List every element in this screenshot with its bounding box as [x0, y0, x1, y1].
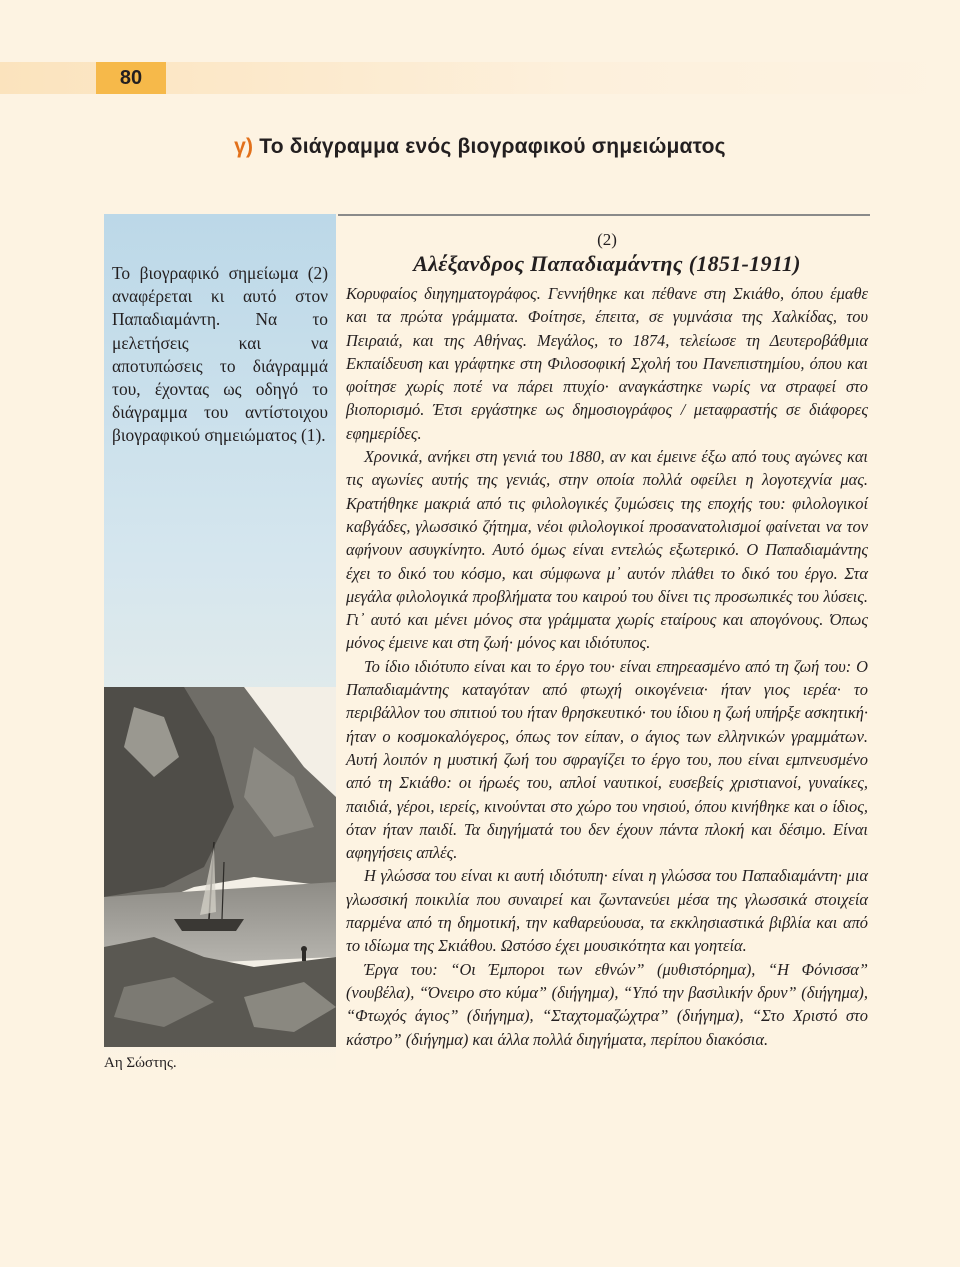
photo-ai-sostis [104, 687, 336, 1047]
sidebar-instruction: Το βιογραφικό σημείωμα (2) αναφέρεται κι αυτό στον Παπαδιαμάντη. Να το μελετήσεις και να αποτυπώσεις το διάγραμμά του, έχοντας ως οδηγό το διάγραμμα του αντίστοιχου βιογραφικού σημειώματος (1). [112, 263, 328, 446]
essay-paragraph: Έργα του: “Οι Έμποροι των εθνών” (μυθιστόρημα), “Η Φόνισσα” (νουβέλα), “Όνειρο στο κύμα” (διήγημα), “Υπό την βασιλικήν δρυν” (διήγημα), “Φτωχός άγιος” (διήγημα), “Σταχτομαζώχτρα” (διήγημα), “Στο Χριστό στο κάστρο” (διήγημα) και άλλα πολλά διηγήματα, περίπου διακόσια. [346, 959, 868, 1049]
biography-essay [346, 230, 868, 1051]
divider-rule [338, 214, 870, 216]
essay-paragraph: Το ίδιο ιδιότυπο είναι και το έργο του· είναι επηρεασμένο από τη ζωή του: Ο Παπαδιαμάντης καταγόταν από φτωχή οικογένεια· ήταν γιος ιερέα· το περιβάλλον του σπιτιού του ήταν θρησκευτικό· του ίδιου η ζωή υπήρξε ασκητική· ήταν ο κοσμοκαλόγερος, όπως τον είπαν, ο άγιος των ελληνικών γραμμάτων. Αυτή λοιπόν η μυστική ζωή του σφραγίζει το έργο του, που είναι εμπνευσμένο από τη Σκιάθο: οι ήρωές του, απλοί ναυτικοί, ευσεβείς χριστιανοί, γυναίκες, παιδιά, γέροι, ιερείς, κινούνται στο χώρο του νησιού, όπου κινήθηκε και ο ίδιος, όταν ήταν παιδί. Τα διηγήματά του δεν έχουν πάντα πλοκή και δέσιμο. Είναι αφηγήσεις απλές. [346, 656, 868, 863]
section-title-text: Το διάγραμμα ενός βιογραφικού σημειώματος [259, 135, 726, 158]
section-title [0, 135, 960, 159]
essay-paragraph: Κορυφαίος διηγηματογράφος. Γεννήθηκε και πέθανε στη Σκιάθο, όπου έμαθε και τα πρώτα γράμματα. Φοίτησε, έπειτα, σε γυμνάσια της Χαλκίδας, του Πειραιά, και της Αθήνας. Μεγάλος, το 1874, τελείωσε τη Δευτεροβάθμια Εκπαίδευση και γράφτηκε στη Φιλοσοφική Σχολή του Πανεπιστημίου, όπου και φοίτησε χωρίς ποτέ να πάρει πτυχίο· αναγκάστηκε νωρίς να στραφεί στο βιοπορισμό. Έτσι εργάστηκε ως δημοσιογράφος / μεταφραστής σε διάφορες εφημερίδες. [346, 284, 868, 443]
essay-paragraph: Χρονικά, ανήκει στη γενιά του 1880, αν και έμεινε έξω από τους αγώνες και τις αγωνίες αυτής της γενιάς, στην οποία πολλά οφείλει η λογοτεχνία μας. Κρατήθηκε μακριά από τις φιλολογικές ζυμώσεις της εποχής του: φιλολογικοί καβγάδες, γλωσσικό ζήτημα, νέοι φιλολογικοί προσανατολισμοί φαίνεται να τον αφήνουν ασυγκίνητο. Αυτό όμως είναι εντελώς εξωτερικό. Ο Παπαδιαμάντης έχει το δικό του κόσμο, και σύμφωνα μ᾽ αυτόν πλάθει το δικό του έργο. Στα μεγάλα φιλολογικά προβλήματα του καιρού του δίνει τις προσωπικές του λύσεις. Γι᾽ αυτό και μένει μόνος στα γράμματα χωρίς εταίρους και απογόνους. Όπως μόνος έμεινε και στη ζωή· μόνος και ιδιότυπος. [346, 447, 868, 653]
essay-paragraph: Η γλώσσα του είναι κι αυτή ιδιότυπη· είναι η γλώσσα του Παπαδιαμάντη· μια γλωσσική ποικιλία που συναιρεί και ζωντανεύει μέσα της γλωσσικά στοιχεία παρμένα από τη δημοτική, την καθαρεύουσα, τα εκκλησιαστικά βιβλία και από το ιδίωμα της Σκιάθου. Ωστόσο έχει μουσικότητα και γοητεία. [346, 866, 868, 956]
section-letter: γ) [234, 135, 254, 158]
photo-caption: Αη Σώστης. [104, 1055, 177, 1071]
page-number: 80 [96, 62, 166, 94]
essay-title: Αλέξανδρος Παπαδιαμάντης (1851-1911) [413, 251, 801, 276]
essay-number: (2) [597, 230, 617, 249]
